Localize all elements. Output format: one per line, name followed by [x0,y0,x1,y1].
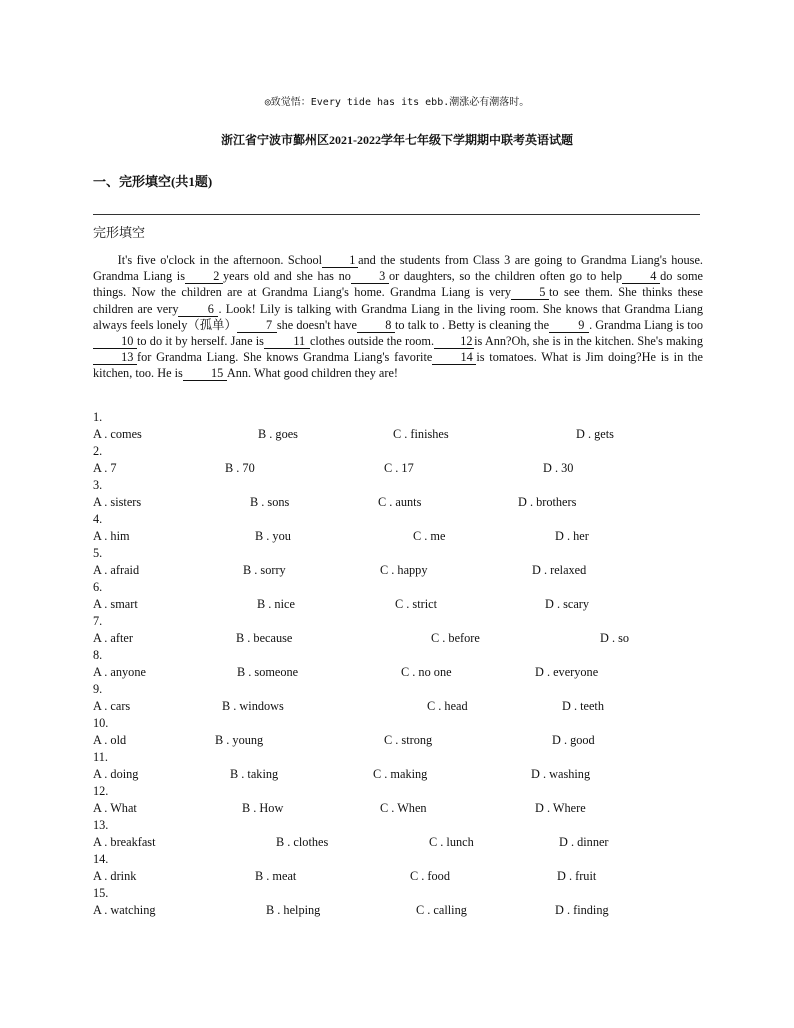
option-d[interactable]: D . relaxed [532,563,587,577]
option-a[interactable]: A . afraid [93,563,140,577]
question-number: 9. [93,682,103,696]
option-d[interactable]: D . Where [535,801,586,815]
cloze-passage [93,252,703,382]
question-14 [93,852,713,886]
option-d[interactable]: D . good [552,733,595,747]
option-c[interactable]: C . finishes [393,427,449,441]
question-number: 2. [93,444,103,458]
question-number: 1. [93,410,103,424]
question-number: 15. [93,886,109,900]
question-8 [93,648,713,682]
blank-4: 4 [622,270,660,284]
passage-text: or daughters, so the children often go to help [388,269,623,284]
exam-title: 浙江省宁波市鄞州区2021-2022学年七年级下学期期中联考英语试题 [221,133,573,147]
question-5 [93,546,713,580]
passage-text: to talk to . Betty is cleaning the [395,317,550,332]
option-b[interactable]: B . meat [255,869,297,883]
option-b[interactable]: B . goes [258,427,298,441]
option-d[interactable]: D . gets [576,427,614,441]
option-b[interactable]: B . 70 [225,461,255,475]
question-number: 7. [93,614,103,628]
option-d[interactable]: D . washing [531,767,591,781]
option-c[interactable]: C . When [380,801,427,815]
option-a[interactable]: A . smart [93,597,138,611]
option-d[interactable]: D . brothers [518,495,577,509]
option-a[interactable]: A . old [93,733,127,747]
option-c[interactable]: C . 17 [384,461,414,475]
passage-text: It's five o'clock in the afternoon. School [117,253,323,267]
question-number: 11. [93,750,108,764]
question-9 [93,682,713,716]
option-a[interactable]: A . after [93,631,133,645]
passage-text: is tomatoes. What is Jim doing?He is in the kitchen, too. He is [93,350,703,381]
option-c[interactable]: C . strong [384,733,433,747]
option-c[interactable]: C . calling [416,903,467,917]
option-a[interactable]: A . anyone [93,665,146,679]
option-a[interactable]: A . doing [93,767,139,781]
blank-12: 12 [434,335,474,349]
blank-3: 3 [351,270,389,284]
option-d[interactable]: D . finding [555,903,609,917]
option-b[interactable]: B . How [242,801,284,815]
passage-text: to do it by herself. Jane is [137,334,264,349]
question-10 [93,716,713,750]
option-a[interactable]: A . sisters [93,495,142,509]
option-c[interactable]: C . head [427,699,468,713]
option-d[interactable]: D . everyone [535,665,599,679]
blank-1: 1 [322,254,358,268]
blank-15: 15 [183,367,227,381]
passage-text: Ann. What good children they are! [226,366,399,381]
question-2 [93,444,713,478]
section-heading: 一、完形填空(共1题) [93,174,213,189]
question-11 [93,750,713,784]
question-number: 6. [93,580,103,594]
passage-text: is Ann?Oh, she is in the kitchen. She's making [474,334,703,349]
question-1 [93,410,713,444]
option-a[interactable]: A . breakfast [93,835,156,849]
option-c[interactable]: C . me [413,529,446,543]
blank-11: 11 [264,335,310,349]
question-number: 8. [93,648,103,662]
option-d[interactable]: D . fruit [557,869,597,883]
question-number: 14. [93,852,109,866]
option-d[interactable]: D . her [555,529,589,543]
question-6 [93,580,713,614]
option-d[interactable]: D . so [600,631,630,645]
passage-text: clothes outside the room. [309,334,435,349]
option-b[interactable]: B . sons [250,495,290,509]
option-d[interactable]: D . teeth [562,699,605,713]
option-a[interactable]: A . drink [93,869,137,883]
option-c[interactable]: C . strict [395,597,438,611]
blank-10: 10 [93,335,137,349]
passage-text: do some things. Now the children are at Grandma Liang's home. Grandma Liang is very [93,269,704,300]
passage-text: years old and she has no [223,269,351,284]
option-a[interactable]: A . What [93,801,137,815]
option-b[interactable]: B . helping [266,903,321,917]
question-type-label: 完形填空 [93,225,146,240]
option-c[interactable]: C . food [410,869,450,883]
question-number: 10. [93,716,109,730]
passage-text: for Grandma Liang. She knows Grandma Liang's favorite [137,350,433,365]
blank-14: 14 [432,351,476,365]
question-7 [93,614,713,648]
question-4 [93,512,713,546]
option-b[interactable]: B . nice [257,597,295,611]
question-number: 3. [93,478,103,492]
question-list [93,410,713,920]
blank-8: 8 [357,319,395,333]
option-c[interactable]: C . aunts [378,495,422,509]
option-a[interactable]: A . watching [93,903,156,917]
question-15 [93,886,713,920]
question-13 [93,818,713,852]
option-b[interactable]: B . because [236,631,293,645]
option-b[interactable]: B . clothes [276,835,329,849]
option-d[interactable]: D . scary [545,597,590,611]
blank-5: 5 [511,286,549,300]
passage-text: and the students from Class 3 are going to Grandma Liang's house. Grandma Liang is [93,253,703,284]
question-3 [93,478,713,512]
option-c[interactable]: C . making [373,767,428,781]
blank-6: 6 [178,303,218,317]
option-a[interactable]: A . 7 [93,461,117,475]
option-a[interactable]: A . him [93,529,130,543]
option-b[interactable]: B . windows [222,699,284,713]
option-c[interactable]: C . before [431,631,480,645]
passage-text: she doesn't have [276,317,357,332]
passage-text: . Grandma Liang is too [589,317,703,332]
option-c[interactable]: C . lunch [429,835,474,849]
option-b[interactable]: B . you [255,529,291,543]
option-d[interactable]: D . 30 [543,461,574,475]
question-number: 5. [93,546,103,560]
blank-7: 7 [237,319,277,333]
option-a[interactable]: A . comes [93,427,142,441]
passage-text: to see them. She thinks these children are very [93,285,703,316]
question-number: 4. [93,512,103,526]
question-number: 13. [93,818,109,832]
blank-13: 13 [93,351,137,365]
option-b[interactable]: B . someone [237,665,299,679]
blank-9: 9 [549,319,589,333]
option-c[interactable]: C . happy [380,563,428,577]
passage-text: . Look! Lily is talking with Grandma Liang in the living room. She knows that Grandma Liang always feels lonely（孤单） [93,301,703,332]
option-d[interactable]: D . dinner [559,835,609,849]
option-c[interactable]: C . no one [401,665,452,679]
question-number: 12. [93,784,109,798]
section-divider [93,214,700,215]
option-b[interactable]: B . sorry [243,563,286,577]
page-motto: ◎致觉悟：Every tide has its ebb.潮涨必有潮落时。 [264,97,530,108]
blank-2: 2 [185,270,223,284]
passage-paragraph [93,252,703,382]
option-b[interactable]: B . young [215,733,264,747]
option-b[interactable]: B . taking [230,767,279,781]
question-12 [93,784,713,818]
option-a[interactable]: A . cars [93,699,131,713]
